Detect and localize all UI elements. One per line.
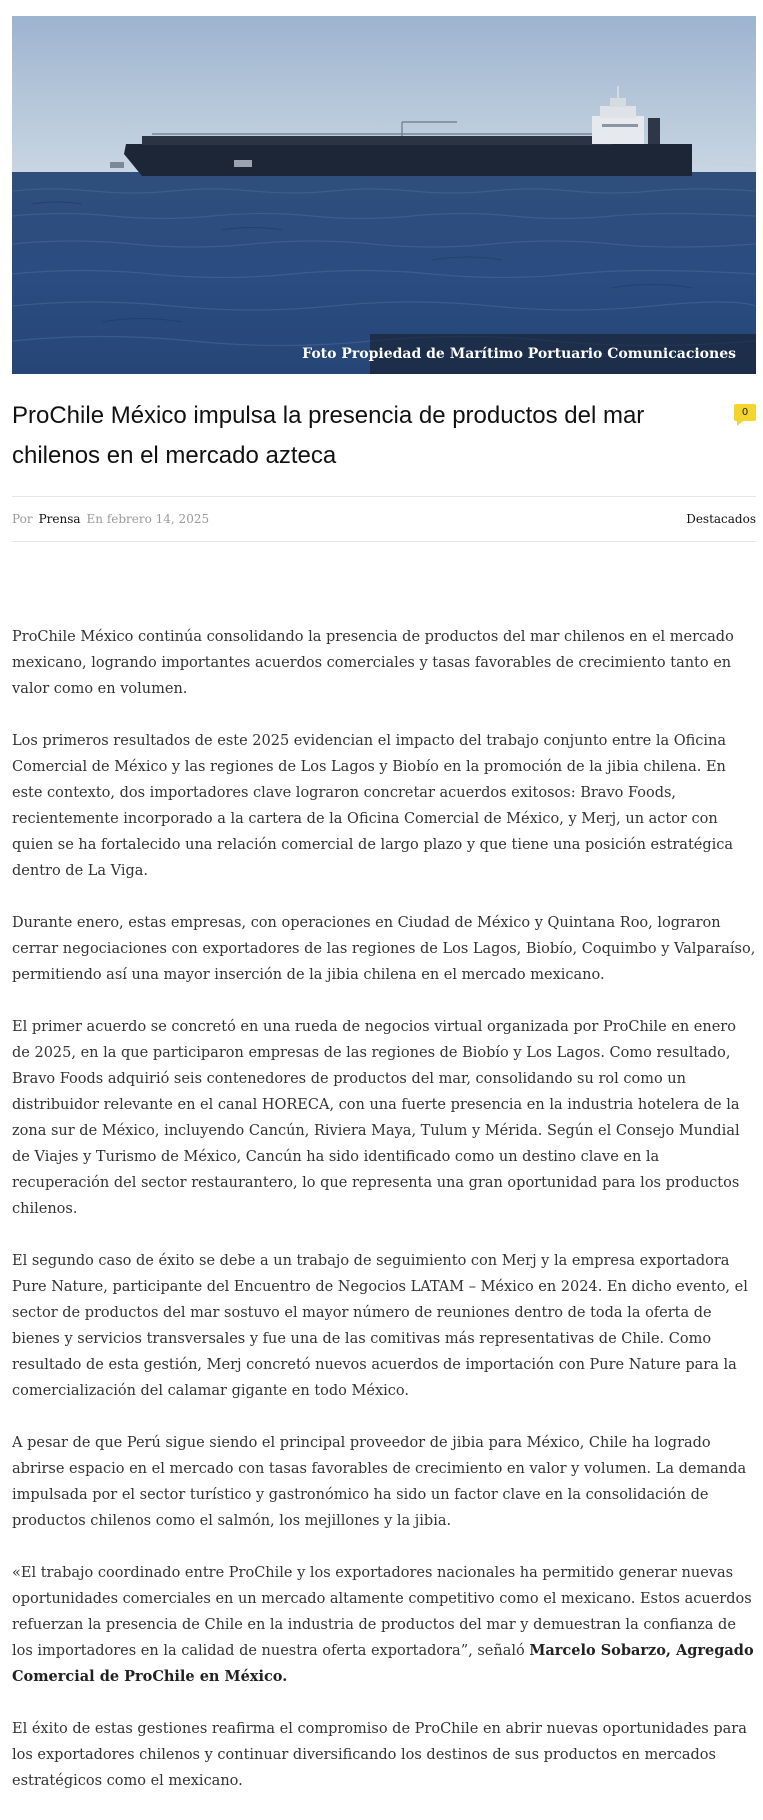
article: [12, 16, 756, 1820]
quote-paragraph: [12, 1560, 756, 1690]
photo-credit: Foto Propiedad de Marítimo Portuario Comunicaciones: [370, 334, 756, 374]
closing-paragraph: El éxito de estas gestiones reafirma el compromiso de ProChile en abrir nuevas oportunidades para los exportadores chilenos y continuar diversificando los destinos de sus productos en mercados estratégicos como el mexicano.: [12, 1721, 747, 1789]
quote-text: «El trabajo coordinado entre ProChile y los exportadores nacionales ha permitido generar nuevas oportunidades comerciales en un mercado altamente competitivo como el mexicano. Estos acuerdos refuerzan la presencia de Chile en la industria de productos del mar y demuestran la confianza de los importadores en la calidad de nuestra oferta exportadora”, señaló: [12, 1565, 752, 1659]
paragraph: Durante enero, estas empresas, con operaciones en Ciudad de México y Quintana Roo, lograron cerrar negociaciones con exportadores de las regiones de Los Lagos, Biobío, Coquimbo y Valparaíso, permitiendo así una mayor inserción de la jibia chilena en el mercado mexicano.: [12, 915, 756, 983]
quote-author: Marcelo Sobarzo, Agregado Comercial de ProChile en México.: [12, 1642, 754, 1685]
by-label: Por: [12, 512, 33, 526]
ship-photo: [12, 16, 756, 374]
article-title: ProChile México impulsa la presencia de productos del mar chilenos en el mercado azteca: [12, 402, 645, 469]
comment-count-badge[interactable]: 0: [734, 404, 756, 421]
publish-date: En febrero 14, 2025: [86, 512, 210, 526]
article-body: [12, 624, 756, 1794]
paragraph: El primer acuerdo se concretó en una rueda de negocios virtual organizada por ProChile en enero de 2025, en la que participaron empresas de las regiones de Biobío y Los Lagos. Como resultado, Bravo Foods adquirió seis contenedores de productos del mar, consolidando su rol como un distribuidor relevante en el canal HORECA, con una fuerte presencia en la industria hotelera de la zona sur de México, incluyendo Cancún, Riviera Maya, Tulum y Mérida. Según el Consejo Mundial de Viajes y Turismo de México, Cancún ha sido identificado como un destino clave en la recuperación del sector restaurantero, lo que representa una gran oportunidad para los productos chilenos.: [12, 1019, 740, 1217]
title-row: [12, 396, 756, 486]
category-link[interactable]: Destacados: [686, 512, 756, 526]
paragraph: El segundo caso de éxito se debe a un trabajo de seguimiento con Merj y la empresa exportadora Pure Nature, participante del Encuentro de Negocios LATAM – México en 2024. En dicho evento, el sector de productos del mar sostuvo el mayor número de reuniones dentro de toda la oferta de bienes y servicios transversales y fue una de las comitivas más representativas de Chile. Como resultado de esta gestión, Merj concretó nuevos acuerdos de importación con Pure Nature para la comercialización del calamar gigante en todo México.: [12, 1253, 748, 1399]
hero-image: [12, 16, 756, 374]
paragraph: A pesar de que Perú sigue siendo el principal proveedor de jibia para México, Chile ha logrado abrirse espacio en el mercado con tasas favorables de crecimiento en valor y volumen. La demanda impulsada por el sector turístico y gastronómico ha sido un factor clave en la consolidación de productos chilenos como el salmón, los mejillones y la jibia.: [12, 1435, 747, 1529]
paragraph: ProChile México continúa consolidando la presencia de productos del mar chilenos en el mercado mexicano, logrando importantes acuerdos comerciales y tasas favorables de crecimiento tanto en valor como en volumen.: [12, 629, 734, 697]
paragraph: Los primeros resultados de este 2025 evidencian el impacto del trabajo conjunto entre la Oficina Comercial de México y las regiones de Los Lagos y Biobío en la promoción de la jibia chilena. En este contexto, dos importadores clave lograron concretar acuerdos exitosos: Bravo Foods, recientemente incorporado a la cartera de la Oficina Comercial de México, y Merj, un actor con quien se ha fortalecido una relación comercial de largo plazo y que tiene una posición estratégica dentro de La Viga.: [12, 733, 734, 879]
author-link[interactable]: Prensa: [38, 512, 81, 526]
article-meta: [12, 496, 756, 542]
